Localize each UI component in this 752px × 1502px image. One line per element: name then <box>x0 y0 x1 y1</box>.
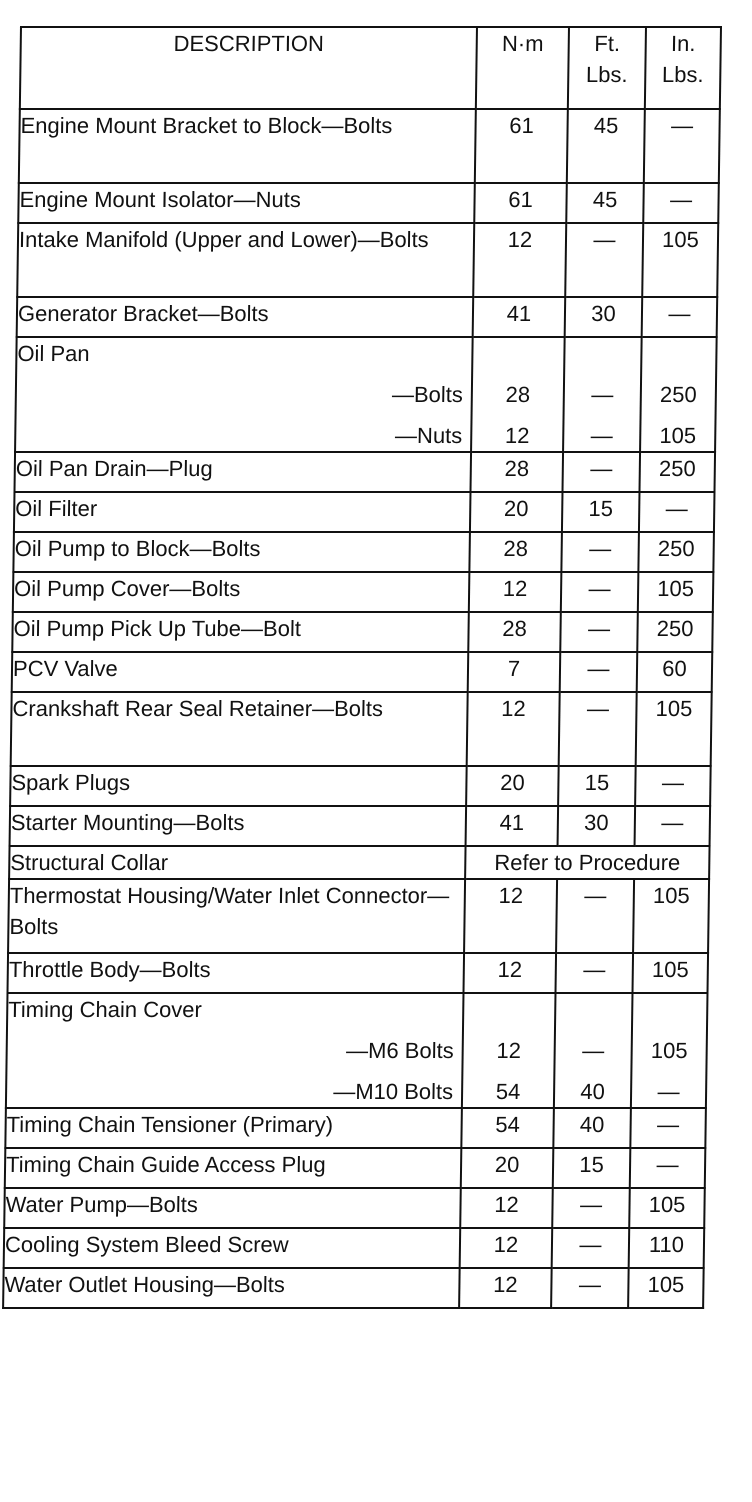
sub-value-nm: 28 <box>505 382 531 407</box>
description-text: Engine Mount Isolator—Nuts <box>19 187 302 212</box>
sub-item-label: —M6 Bolts <box>345 1038 454 1063</box>
header-row <box>20 27 721 109</box>
description-text: Oil Pump Pick Up Tube—Bolt <box>13 616 302 641</box>
value-in: — <box>630 1148 706 1188</box>
sub-value-in: 105 <box>659 423 697 448</box>
row-description <box>4 1188 461 1228</box>
value-ft: — <box>552 1188 630 1228</box>
sub-value-ft: 40 <box>580 1079 606 1104</box>
row-description <box>8 879 465 953</box>
value-nm: 12 <box>467 692 560 766</box>
value-nm: 54 <box>461 1108 554 1148</box>
sub-item-label: —Bolts <box>391 382 464 407</box>
description-text: Intake Manifold (Upper and Lower)—Bolts <box>18 227 429 252</box>
description-text: Timing Chain Cover <box>8 997 203 1022</box>
table-body <box>3 109 720 1308</box>
description-text: Oil Pump to Block—Bolts <box>14 536 261 561</box>
description-text: Engine Mount Bracket to Block—Bolts <box>20 113 393 138</box>
table-row <box>19 109 720 183</box>
sub-value-nm: 12 <box>504 423 530 448</box>
value-spacer <box>556 994 631 1025</box>
value-in: — <box>630 1108 706 1148</box>
sub-value-ft: — <box>590 423 613 448</box>
torque-spec-table <box>2 26 722 1309</box>
description-text: Cooling System Bleed Screw <box>4 1232 289 1257</box>
description-text: Oil Pan <box>17 341 90 366</box>
value-in: 105 <box>629 1188 705 1228</box>
value-in: — <box>639 492 715 532</box>
description-text: Water Pump—Bolts <box>5 1192 199 1217</box>
value-in: — <box>635 766 711 806</box>
value-in: 105 <box>642 223 718 297</box>
value-spacer <box>633 994 706 1025</box>
row-description <box>12 652 469 692</box>
value-nm: 12 <box>464 879 557 953</box>
value-spacer <box>642 338 715 369</box>
table-row <box>5 1108 706 1148</box>
value-in: 60 <box>637 652 713 692</box>
merged-value-cell: Refer to Procedure <box>465 846 709 879</box>
table-row <box>17 297 718 337</box>
value-ft: — <box>551 1268 629 1308</box>
value-ft: — <box>552 1228 630 1268</box>
header-in-line1: In. <box>670 31 696 56</box>
value-ft: 45 <box>567 109 645 183</box>
value-in: — <box>642 297 718 337</box>
table-row <box>5 1148 706 1188</box>
description-text: Oil Pan Drain—Plug <box>15 456 213 481</box>
value-ft: — <box>555 953 633 993</box>
row-description <box>19 109 476 183</box>
table-row <box>12 652 713 692</box>
table-row <box>15 337 717 452</box>
description-text: Throttle Body—Bolts <box>8 957 211 982</box>
header-ft-line1: Ft. <box>594 31 621 56</box>
row-description <box>3 1268 460 1308</box>
value-nm: 12 <box>459 1268 552 1308</box>
value-in: — <box>644 109 720 183</box>
description-text: Structural Collar <box>10 850 169 875</box>
table-row <box>4 1188 705 1228</box>
sub-value-in: 105 <box>650 1038 688 1063</box>
row-description <box>4 1228 461 1268</box>
value-ft: — <box>556 879 634 953</box>
value-nm: 20 <box>470 492 563 532</box>
value-ft: 15 <box>558 766 636 806</box>
description-text: Oil Filter <box>15 496 98 521</box>
table-row <box>12 612 713 652</box>
value-nm: 7 <box>468 652 561 692</box>
description-text: Crankshaft Rear Seal Retainer—Bolts <box>12 696 384 721</box>
row-description <box>15 337 473 452</box>
row-description <box>11 692 468 766</box>
value-ft: 45 <box>566 183 644 223</box>
value-spacer <box>473 338 563 369</box>
value-ft: — <box>561 532 639 572</box>
table-row <box>8 879 709 953</box>
table-row <box>3 1268 704 1308</box>
table-row <box>14 492 715 532</box>
value-in <box>640 337 717 452</box>
table-row <box>11 692 712 766</box>
value-nm <box>471 337 565 452</box>
table-row <box>9 846 709 879</box>
value-in: 105 <box>633 879 709 953</box>
table-row <box>14 452 715 492</box>
row-description <box>5 1108 462 1148</box>
table-row <box>10 806 711 846</box>
value-spacer <box>565 338 640 369</box>
sub-value-in: 250 <box>659 382 697 407</box>
sub-item-label: —Nuts <box>394 423 463 448</box>
value-ft: 15 <box>553 1148 631 1188</box>
description-text: Water Outlet Housing—Bolts <box>4 1272 286 1297</box>
value-ft: 15 <box>562 492 640 532</box>
row-description <box>7 953 464 993</box>
description-text: Spark Plugs <box>11 770 131 795</box>
value-spacer <box>464 994 554 1025</box>
row-description <box>13 572 470 612</box>
value-nm: 12 <box>460 1188 553 1228</box>
row-description <box>10 766 467 806</box>
description-text: Starter Mounting—Bolts <box>10 810 245 835</box>
header-description: DESCRIPTION <box>20 27 477 109</box>
value-nm: 41 <box>473 297 566 337</box>
value-nm: 20 <box>466 766 559 806</box>
sub-value-in: — <box>657 1079 680 1104</box>
value-ft: 30 <box>565 297 643 337</box>
value-in: 105 <box>636 692 712 766</box>
table-row <box>4 1228 705 1268</box>
description-text: Timing Chain Guide Access Plug <box>5 1152 326 1177</box>
row-description <box>18 183 475 223</box>
table-row <box>10 766 711 806</box>
row-description <box>13 532 470 572</box>
value-nm: 12 <box>463 953 556 993</box>
value-in: 250 <box>638 532 714 572</box>
value-in <box>631 993 708 1108</box>
value-ft: 30 <box>558 806 636 846</box>
table-row <box>13 532 714 572</box>
sub-value-nm: 54 <box>495 1079 521 1104</box>
value-ft <box>554 993 633 1108</box>
row-description <box>17 223 474 297</box>
value-ft: — <box>561 572 639 612</box>
row-description <box>5 1148 462 1188</box>
value-ft: — <box>565 223 643 297</box>
description-text: Thermostat Housing/Water Inlet Connector—Bolts <box>9 883 450 939</box>
value-ft: — <box>559 692 637 766</box>
value-in: 110 <box>629 1228 705 1268</box>
description-text: Timing Chain Tensioner (Primary) <box>6 1112 334 1137</box>
row-description <box>14 492 471 532</box>
value-in: 250 <box>639 452 715 492</box>
value-in: 105 <box>638 572 714 612</box>
value-nm: 28 <box>469 532 562 572</box>
header-ft-line2: Lbs. <box>585 62 628 87</box>
value-ft: — <box>560 612 638 652</box>
table-row <box>17 223 718 297</box>
sub-value-ft: — <box>582 1038 605 1063</box>
table-row <box>13 572 714 612</box>
header-ft-lbs <box>568 27 646 109</box>
value-nm: 12 <box>473 223 566 297</box>
value-nm <box>462 993 556 1108</box>
row-description <box>6 993 464 1108</box>
description-text: PCV Valve <box>12 656 118 681</box>
value-nm: 61 <box>475 109 568 183</box>
header-in-lbs <box>645 27 721 109</box>
value-in: 250 <box>637 612 713 652</box>
value-ft: — <box>562 452 640 492</box>
value-nm: 41 <box>466 806 559 846</box>
value-nm: 20 <box>461 1148 554 1188</box>
description-text: Generator Bracket—Bolts <box>17 301 269 326</box>
value-nm: 12 <box>469 572 562 612</box>
table-row <box>18 183 719 223</box>
value-in: — <box>643 183 719 223</box>
value-nm: 61 <box>474 183 567 223</box>
value-in: — <box>635 806 711 846</box>
row-description <box>9 846 465 879</box>
row-description <box>17 297 474 337</box>
header-in-line2: Lbs. <box>661 62 704 87</box>
value-nm: 28 <box>470 452 563 492</box>
table-row <box>6 993 708 1108</box>
row-description <box>10 806 467 846</box>
value-in: 105 <box>632 953 708 993</box>
table-row <box>7 953 708 993</box>
sub-item-label: —M10 Bolts <box>333 1079 454 1104</box>
description-text: Oil Pump Cover—Bolts <box>13 576 241 601</box>
value-ft <box>563 337 642 452</box>
value-ft: — <box>560 652 638 692</box>
sub-value-nm: 12 <box>496 1038 522 1063</box>
row-description <box>12 612 469 652</box>
value-ft: 40 <box>553 1108 631 1148</box>
header-nm: N·m <box>476 27 569 109</box>
value-nm: 28 <box>468 612 561 652</box>
row-description <box>14 452 471 492</box>
value-nm: 12 <box>460 1228 553 1268</box>
value-in: 105 <box>628 1268 704 1308</box>
sub-value-ft: — <box>591 382 614 407</box>
